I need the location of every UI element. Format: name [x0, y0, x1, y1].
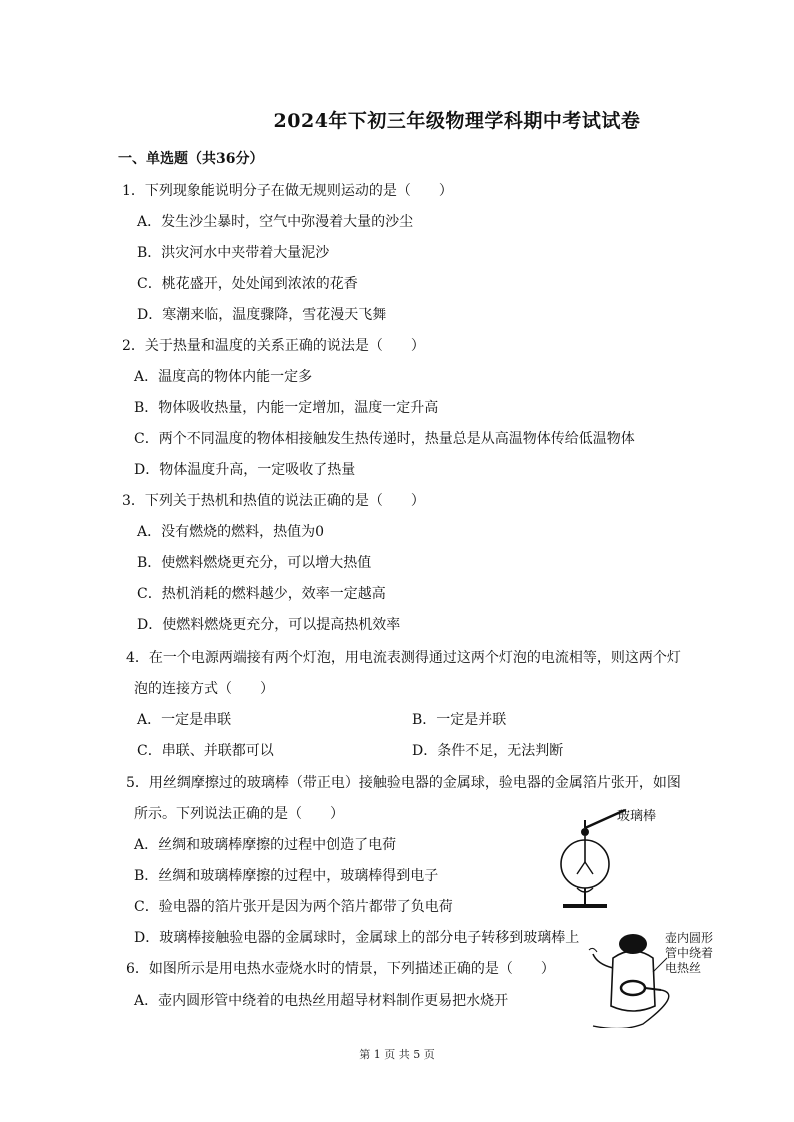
electroscope-label: 玻璃棒 — [617, 809, 657, 824]
question-3-option-b: B．使燃料燃烧更充分，可以增大热值 — [137, 555, 372, 571]
page-footer: 第 1 页 共 5 页 — [359, 1048, 435, 1061]
question-2-option-c: C．两个不同温度的物体相接触发生热传递时，热量总是从高温物体传给低温物体 — [134, 431, 635, 447]
question-2-option-a: A．温度高的物体内能一定多 — [134, 369, 313, 385]
section-heading: 一、单选题（共36分） — [118, 151, 264, 167]
kettle-label-line2: 管中绕着 — [665, 946, 714, 960]
question-1-stem: 1．下列现象能说明分子在做无规则运动的是（ ） — [122, 183, 453, 199]
kettle-figure — [583, 928, 733, 1028]
question-3-option-c: C．热机消耗的燃料越少，效率一定越高 — [137, 586, 386, 602]
question-4-option-d: D．条件不足，无法判断 — [412, 743, 564, 759]
question-5-option-a: A．丝绸和玻璃棒摩擦的过程中创造了电荷 — [134, 837, 397, 853]
question-1-option-b: B．洪灾河水中夹带着大量泥沙 — [137, 245, 330, 261]
question-3-option-a: A．没有燃烧的燃料，热值为0 — [137, 524, 325, 540]
page-title: 2024年下初三年级物理学科期中考试试卷 — [273, 110, 641, 132]
electroscope-figure — [555, 802, 675, 914]
question-2-stem: 2．关于热量和温度的关系正确的说法是（ ） — [122, 338, 425, 354]
question-5-option-c: C．验电器的箔片张开是因为两个箔片都带了负电荷 — [134, 899, 453, 915]
question-2-option-b: B．物体吸收热量，内能一定增加，温度一定升高 — [134, 400, 439, 416]
question-5-option-d: D．玻璃棒接触验电器的金属球时，金属球上的部分电子转移到玻璃棒上 — [134, 930, 580, 946]
question-3-option-d: D．使燃料燃烧更充分，可以提高热机效率 — [137, 617, 401, 633]
question-5-option-b: B．丝绸和玻璃棒摩擦的过程中，玻璃棒得到电子 — [134, 868, 439, 884]
question-6-stem: 6．如图所示是用电热水壶烧水时的情景，下列描述正确的是（ ） — [126, 961, 555, 977]
question-4-option-c: C．串联、并联都可以 — [137, 743, 274, 759]
question-6-option-a: A．壶内圆形管中绕着的电热丝用超导材料制作更易把水烧开 — [134, 993, 509, 1009]
kettle-label-line3: 电热丝 — [665, 961, 702, 975]
question-4-option-a: A．一定是串联 — [137, 712, 232, 728]
question-1-option-d: D．寒潮来临，温度骤降，雪花漫天飞舞 — [137, 307, 387, 323]
kettle-label-line1: 壶内圆形 — [665, 931, 714, 945]
question-4-option-b: B．一定是并联 — [412, 712, 507, 728]
question-5-stem-line2: 所示。下列说法正确的是（ ） — [134, 806, 344, 822]
question-5-stem-line1: 5．用丝绸摩擦过的玻璃棒（带正电）接触验电器的金属球，验电器的金属箔片张开，如图 — [126, 775, 681, 791]
question-4-stem-line1: 4．在一个电源两端接有两个灯泡，用电流表测得通过这两个灯泡的电流相等，则这两个灯 — [126, 650, 681, 666]
question-1-option-c: C．桃花盛开，处处闻到浓浓的花香 — [137, 276, 358, 292]
question-4-stem-line2: 泡的连接方式（ ） — [134, 681, 274, 697]
question-1-option-a: A．发生沙尘暴时，空气中弥漫着大量的沙尘 — [137, 214, 414, 230]
question-2-option-d: D．物体温度升高，一定吸收了热量 — [134, 462, 356, 478]
question-3-stem: 3．下列关于热机和热值的说法正确的是（ ） — [122, 493, 425, 509]
